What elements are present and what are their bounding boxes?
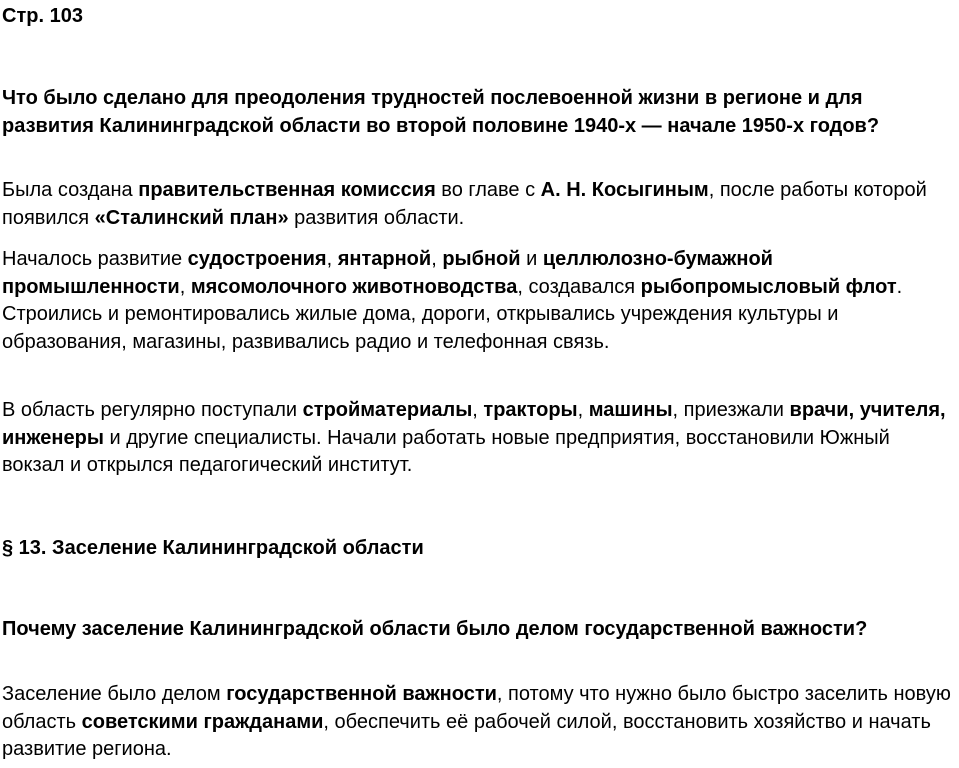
emphasis-term: рыбной <box>442 248 521 270</box>
page-number-label: Стр. 103 <box>2 5 83 27</box>
text-span: во главе с <box>435 179 541 201</box>
answer-1-paragraph-3 <box>2 397 957 480</box>
text-span: и <box>520 248 543 270</box>
answer-2-paragraph-1 <box>2 681 957 764</box>
answer-1-paragraph-1 <box>2 177 957 232</box>
text-span: , потому что нужно было быстро заселить новую область <box>2 683 951 733</box>
emphasis-term: янтарной <box>337 248 432 270</box>
text-span: Была создана <box>2 179 139 201</box>
text-span: , <box>431 248 443 270</box>
question-heading-2: Почему заселение Калининградской области было делом государственной важности? <box>2 618 868 640</box>
answer-1-paragraph-2 <box>2 246 957 356</box>
emphasis-term: правительственная комиссия <box>138 179 436 201</box>
emphasis-term: государственной важности <box>226 683 497 705</box>
emphasis-term: стройматериалы <box>302 399 473 421</box>
question-heading-1: Что было сделано для преодоления трудностей послевоенной жизни в регионе и для развития Калининградской области во второй половине 1940-х — начале 1950-х годов? <box>2 87 880 137</box>
emphasis-term: судостроения <box>187 248 327 270</box>
text-span: , <box>472 399 484 421</box>
text-span: , создавался <box>517 275 641 298</box>
text-span: , <box>577 399 589 421</box>
text-span: , <box>326 248 338 270</box>
text-span: , приезжали <box>672 399 790 421</box>
text-span: , обеспечить её рабочей силой, восстановить хозяйство и начать развитие региона. <box>2 710 931 760</box>
emphasis-term: машины <box>588 399 673 421</box>
emphasis-term: «Сталинский план» <box>94 206 289 229</box>
text-span: , <box>179 275 191 298</box>
emphasis-term: врачи, учителя, инженеры <box>2 399 946 449</box>
section-heading: § 13. Заселение Калининградской области <box>2 537 424 559</box>
emphasis-term: целлюлозно-бумажной промышленности <box>2 248 773 298</box>
emphasis-term: А. Н. Косыгиным <box>540 179 709 201</box>
text-span: В область регулярно поступали <box>2 399 303 421</box>
emphasis-term: советскими гражданами <box>81 710 324 733</box>
text-span: и другие специалисты. Начали работать новые предприятия, восстановили Южный вокзал и открылся педагогический институт. <box>2 426 890 476</box>
text-span: Заселение было делом <box>2 683 227 705</box>
emphasis-term: тракторы <box>483 399 578 421</box>
emphasis-term: мясомолочного животноводства <box>190 275 518 298</box>
text-span: . Строились и ремонтировались жилые дома, дороги, открывались учреждения культуры и образования, магазины, развивались радио и телефонная связь. <box>2 275 903 353</box>
text-span: , после работы которой появился <box>2 179 927 229</box>
text-span: Началось развитие <box>2 248 188 270</box>
text-span: развития области. <box>288 206 465 229</box>
emphasis-term: рыбопромысловый флот <box>640 275 897 298</box>
